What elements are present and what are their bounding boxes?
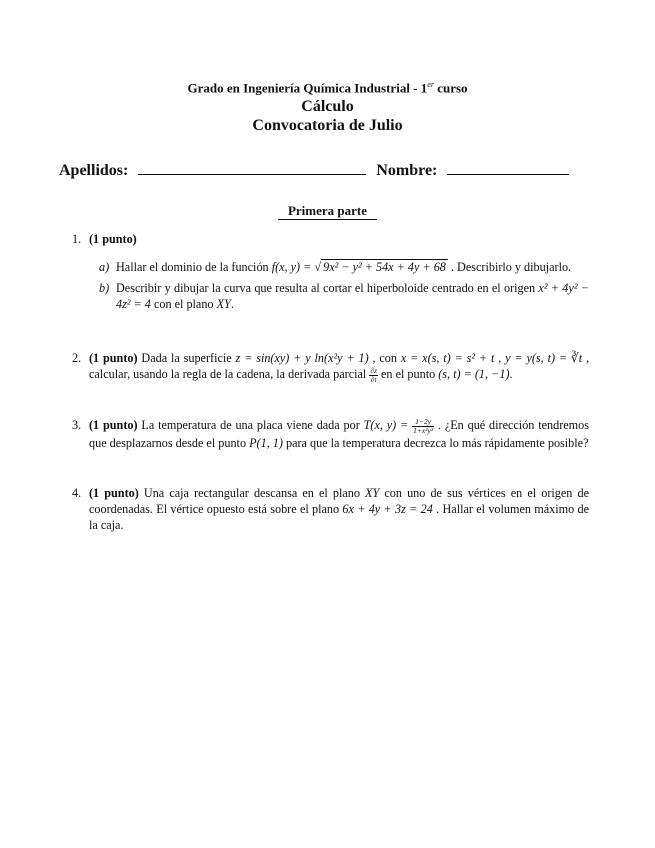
session-title: Convocatoria de Julio <box>252 117 403 134</box>
course-line <box>0 80 655 96</box>
partial-derivative: $\frac{\partial z}{\partial t}$ <box>370 365 377 384</box>
subject-title: Cálculo <box>301 98 354 115</box>
plane-name: XY <box>216 297 231 311</box>
evaluation-point: (s, t) = (1, −1) <box>438 367 510 381</box>
part-label: a) <box>99 260 110 274</box>
y-definition: y = y(s, t) = ∛t <box>505 351 583 365</box>
problem-number: 3. <box>72 418 82 432</box>
plane-equation: 6x + 4y + 3z = 24 <box>342 502 433 516</box>
problem-points: (1 punto) <box>89 486 139 500</box>
radicand: 9x² − y² + 54x + 4y + 68 <box>323 260 446 274</box>
hyperboloid-equation: x² + 4y² − 4z² = 4 <box>116 281 589 311</box>
problem-points: (1 punto) <box>89 418 138 432</box>
course-name: Grado en Ingeniería Química Industrial - 1 <box>187 80 428 96</box>
problem-points: (1 punto) <box>89 351 138 365</box>
problem-number: 1. <box>72 232 82 246</box>
problem-1b: b) Describir y dibujar la curva que resulta al cortar el hiperboloide centrado en el origen x² + 4y² − 4z² = 4 con el plano XY. <box>99 281 589 311</box>
surname-blank-line[interactable] <box>138 160 366 175</box>
x-definition: x = x(s, t) = s² + t <box>400 351 495 365</box>
name-blank-line[interactable] <box>447 160 569 175</box>
problem-number: 2. <box>72 351 82 365</box>
problem-3: 3. (1 punto) La temperatura de una placa viene dada por T(x, y) = $\frac{1-2y}{\text{1+x²y²}}$ . ¿En qué dirección tendremos que desplazarnos desde el punto P(1, 1) para que la temperatura decrezca lo más rápidamente posible? <box>72 416 589 450</box>
point-p: P(1, 1) <box>249 435 283 450</box>
plane-name: XY <box>365 486 380 500</box>
problem-2: 2. (1 punto) Dada la superficie z = sin(xy) + y ln(x²y + 1) , con x = x(s, t) = s² + t , y = y(s, t) = ∛t , calcular, usando la regla de la cadena, la derivada parcial $\frac{\partial z}{\partial t}$ en el punto (s, t) = (1, −1). <box>72 351 589 384</box>
problem-1 <box>72 231 589 312</box>
section-title: Primera parte <box>0 203 655 219</box>
problem-number: 4. <box>72 486 82 500</box>
function-expression: f(x, y) = <box>271 260 315 274</box>
part-label: b) <box>99 281 110 295</box>
student-fields <box>59 160 569 180</box>
problem-points: (1 punto) <box>89 232 137 246</box>
course-suffix: curso <box>433 80 468 96</box>
problem-4: 4. (1 punto) Una caja rectangular descansa en el plano XY con uno de sus vértices en el origen de coordenadas. El vértice opuesto está sobre el plano 6x + 4y + 3z = 24 . Hallar el volumen máximo de la caja. <box>72 486 589 532</box>
surface-equation: z = sin(xy) + y ln(x²y + 1) <box>235 351 369 365</box>
surname-label: Apellidos: <box>59 162 129 179</box>
temperature-fraction: $\frac{1-2y}{\text{1+x²y²}}$ <box>413 416 434 435</box>
course-year-superscript: er <box>427 80 434 89</box>
name-label: Nombre: <box>376 162 438 179</box>
temperature-function: T(x, y) = <box>363 418 413 432</box>
problem-1a: a) Hallar el dominio de la función f(x, y) = √ 9x² − y² + 54x + 4y + 68 . Describirlo y dibujarlo. <box>99 260 572 274</box>
